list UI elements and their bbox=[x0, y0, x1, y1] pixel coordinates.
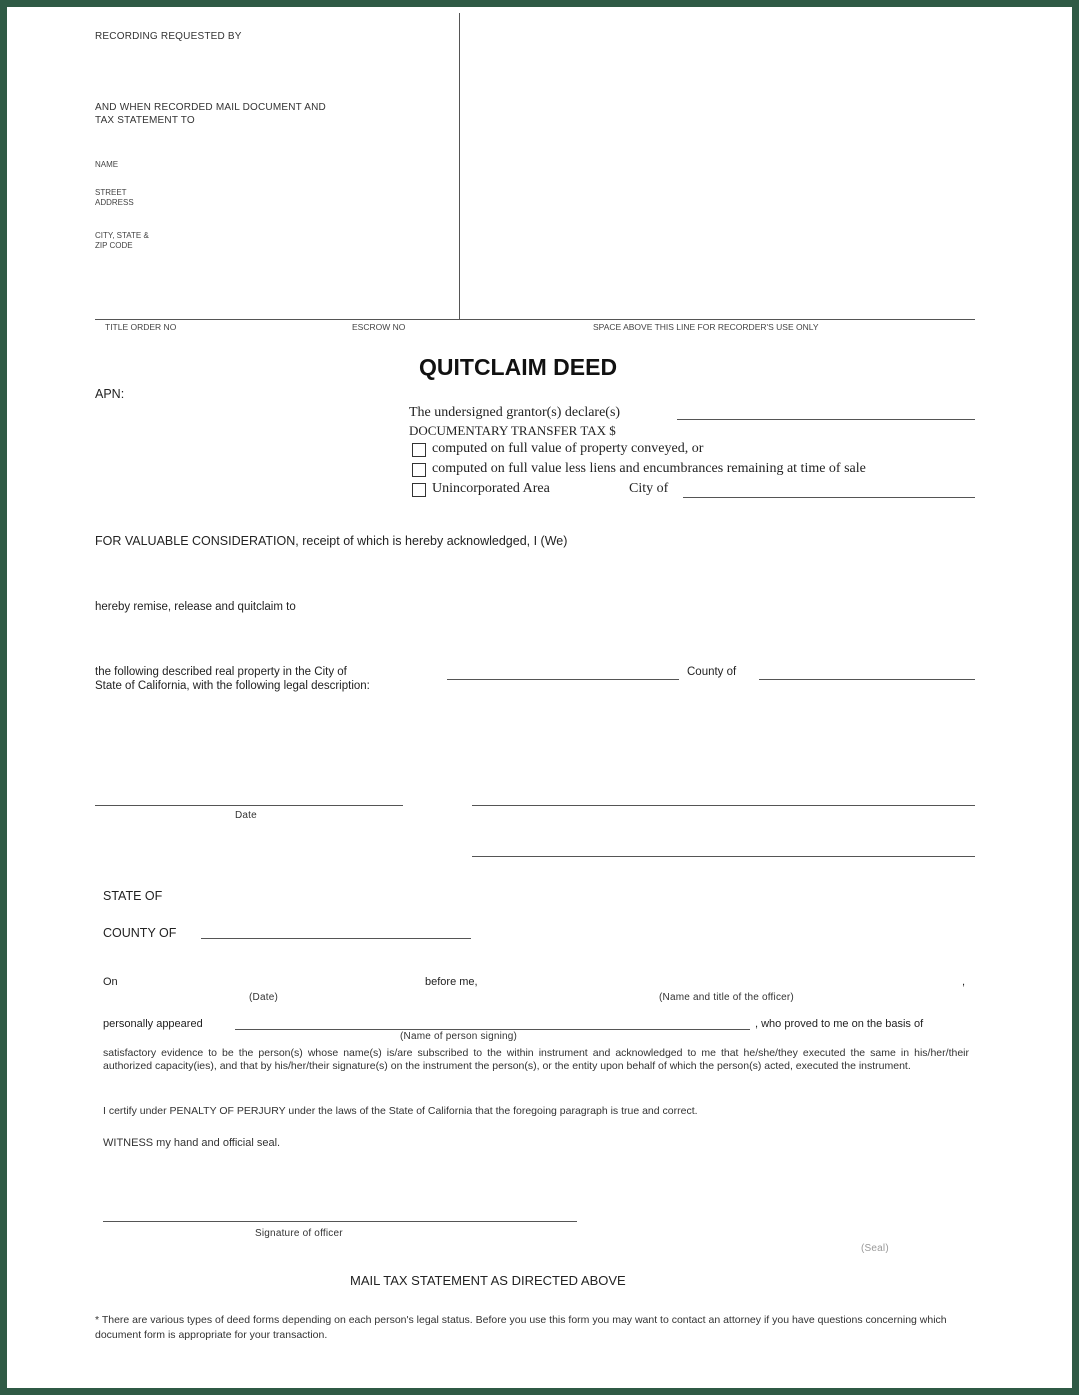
city-of-label: City of bbox=[629, 481, 669, 496]
officer-sublabel: (Name and title of the officer) bbox=[659, 992, 794, 1003]
escrow-no: ESCROW NO bbox=[352, 322, 406, 332]
city-label-1: CITY, STATE & bbox=[95, 231, 149, 240]
less-liens-option: computed on full value less liens and encumbrances remaining at time of sale bbox=[432, 461, 866, 476]
witness-text: WITNESS my hand and official seal. bbox=[103, 1137, 281, 1149]
county-of-notary-label: COUNTY OF bbox=[103, 926, 177, 940]
mail-to-line1: AND WHEN RECORDED MAIL DOCUMENT AND bbox=[95, 102, 326, 113]
grantor-signature-line-1[interactable] bbox=[472, 805, 975, 806]
notary-paragraph: satisfactory evidence to be the person(s) whose name(s) is/are subscribed to the within instrument and acknowledged to me that he/she/they executed the same in his/her/their authorized capacity(ies), and that by his/her/their signature(s) on the instrument the person(s), or the entity upon behalf of which the person(s) acted, executed the instrument. bbox=[103, 1047, 969, 1072]
less-liens-checkbox[interactable] bbox=[412, 463, 426, 477]
recording-requested-by: RECORDING REQUESTED BY bbox=[95, 31, 242, 42]
state-of-label: STATE OF bbox=[103, 889, 163, 903]
apn-label: APN: bbox=[95, 387, 125, 401]
name-label: NAME bbox=[95, 160, 119, 169]
page-title: QUITCLAIM DEED bbox=[419, 354, 618, 380]
county-of-label: County of bbox=[687, 666, 737, 678]
full-value-option: computed on full value of property conveyed, or bbox=[432, 441, 704, 456]
officer-signature-line[interactable] bbox=[103, 1221, 577, 1222]
signature-of-officer-label: Signature of officer bbox=[255, 1228, 343, 1239]
who-proved-text: , who proved to me on the basis of bbox=[755, 1018, 924, 1030]
space-above-label: SPACE ABOVE THIS LINE FOR RECORDER'S USE ONLY bbox=[593, 322, 819, 332]
header-divider-vertical bbox=[459, 13, 460, 319]
on-label: On bbox=[103, 976, 118, 988]
unincorporated-checkbox[interactable] bbox=[412, 483, 426, 497]
person-signing-sublabel: (Name of person signing) bbox=[400, 1031, 518, 1042]
declares-blank bbox=[677, 419, 975, 420]
date-label: Date bbox=[235, 810, 257, 821]
street-label-1: STREET bbox=[95, 188, 127, 197]
mail-to-line2: TAX STATEMENT TO bbox=[95, 115, 195, 126]
mail-tax-statement: MAIL TAX STATEMENT AS DIRECTED ABOVE bbox=[350, 1273, 626, 1288]
title-order-no: TITLE ORDER NO bbox=[105, 322, 177, 332]
property-state-text: State of California, with the following legal description: bbox=[95, 680, 370, 692]
transfer-tax-label: DOCUMENTARY TRANSFER TAX $ bbox=[409, 423, 616, 438]
recorder-line bbox=[95, 319, 975, 320]
certify-text: I certify under PENALTY OF PERJURY under the laws of the State of California that the foregoing paragraph is true and correct. bbox=[103, 1105, 698, 1117]
before-me-label: before me, bbox=[425, 976, 478, 988]
city-blank[interactable] bbox=[447, 679, 679, 680]
grantor-declares: The undersigned grantor(s) declare(s) bbox=[409, 405, 621, 420]
grantor-signature-line-2[interactable] bbox=[472, 856, 975, 857]
person-signing-blank[interactable] bbox=[235, 1029, 750, 1030]
county-notary-blank[interactable] bbox=[201, 938, 471, 939]
comma: , bbox=[962, 976, 966, 988]
city-label-2: ZIP CODE bbox=[95, 241, 133, 250]
street-label-2: ADDRESS bbox=[95, 198, 134, 207]
footnote: * There are various types of deed forms depending on each person's legal status. Before you use this form you may want to contact an attorney if you have questions concerning which document form is appropriate for your transaction. bbox=[95, 1314, 947, 1341]
date-sublabel: (Date) bbox=[249, 992, 278, 1003]
date-line[interactable] bbox=[95, 805, 403, 806]
consideration-text: FOR VALUABLE CONSIDERATION, receipt of which is hereby acknowledged, I (We) bbox=[95, 534, 568, 548]
county-blank[interactable] bbox=[759, 679, 975, 680]
property-city-text: the following described real property in the City of bbox=[95, 666, 347, 678]
unincorporated-option: Unincorporated Area bbox=[432, 481, 550, 496]
personally-appeared-label: personally appeared bbox=[103, 1018, 203, 1030]
seal-label: (Seal) bbox=[861, 1243, 889, 1254]
full-value-checkbox[interactable] bbox=[412, 443, 426, 457]
remise-text: hereby remise, release and quitclaim to bbox=[95, 601, 296, 613]
city-of-blank[interactable] bbox=[683, 497, 975, 498]
